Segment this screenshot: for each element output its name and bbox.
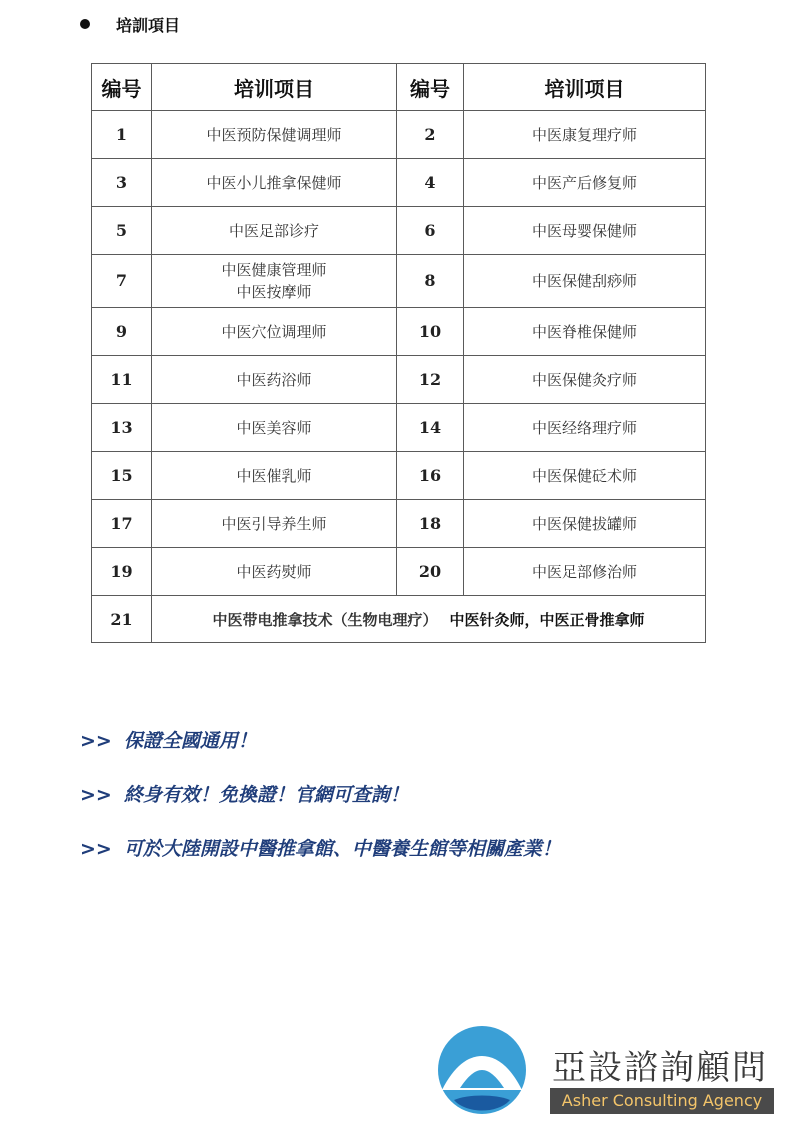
course-name: 中医康复理疗师 [464,111,706,159]
course-name: 中医保健拔罐师 [464,500,706,548]
logo-name-en: Asher Consulting Agency [550,1088,774,1114]
logo-mark-icon [434,1026,530,1122]
course-name: 中医预防保健调理师 [152,111,397,159]
course-name: 中医引导养生师 [152,500,397,548]
row-number: 17 [92,500,152,548]
course-name: 中医催乳师 [152,452,397,500]
table-row [92,500,706,548]
logo-name-cn: 亞設諮詢顧問 [552,1048,768,1088]
company-logo [434,1026,804,1122]
table-row [92,111,706,159]
table-row [92,255,706,308]
course-name: 中医药熨师 [152,548,397,596]
table-row [92,356,706,404]
course-name-line: 中医按摩师 [236,283,312,301]
row-number: 12 [397,356,464,404]
row-number: 5 [92,207,152,255]
section-title: 培訓項目 [116,15,181,35]
course-name [152,596,706,643]
arrow-marker: >> [80,838,112,860]
row-number: 6 [397,207,464,255]
course-name: 中医美容师 [152,404,397,452]
course-name: 中医足部诊疗 [152,207,397,255]
table-row [92,548,706,596]
row-number: 8 [397,255,464,308]
table-row [92,159,706,207]
bullet-icon [80,19,90,29]
course-name: 中医穴位调理师 [152,308,397,356]
section-heading [80,12,180,36]
row-number: 16 [397,452,464,500]
header-number: 编号 [397,64,464,111]
table-row [92,596,706,643]
benefit-note [80,835,561,863]
course-name: 中医足部修治师 [464,548,706,596]
course-name: 中医药浴师 [152,356,397,404]
header-course: 培训项目 [152,64,397,111]
row-number: 9 [92,308,152,356]
course-name: 中医保健刮痧师 [464,255,706,308]
benefit-notes [80,727,561,889]
course-name: 中医母婴保健师 [464,207,706,255]
row-number: 21 [92,596,152,643]
table-header-row [92,64,706,111]
course-name: 中医保健砭术师 [464,452,706,500]
row-number: 2 [397,111,464,159]
row-number: 18 [397,500,464,548]
row-number: 11 [92,356,152,404]
header-number: 编号 [92,64,152,111]
course-name: 中医保健灸疗师 [464,356,706,404]
table-row [92,207,706,255]
benefit-note [80,781,561,809]
benefit-note [80,727,561,755]
row-number: 15 [92,452,152,500]
row-number: 4 [397,159,464,207]
row-number: 20 [397,548,464,596]
table-row [92,452,706,500]
table-row [92,404,706,452]
course-name: 中医脊椎保健师 [464,308,706,356]
row-number: 10 [397,308,464,356]
course-name: 中医经络理疗师 [464,404,706,452]
benefit-note-text: 可於大陸開設中醫推拿館、中醫養生館等相關產業！ [123,838,561,860]
course-name [152,255,397,308]
arrow-marker: >> [80,784,112,806]
row-number: 7 [92,255,152,308]
row-number: 1 [92,111,152,159]
benefit-note-text: 終身有效！免換證！官網可查詢！ [123,784,409,806]
row-number: 19 [92,548,152,596]
training-table [91,63,706,643]
course-name-part: 中医带电推拿技术（生物电理疗） [212,610,438,629]
arrow-marker: >> [80,730,112,752]
course-name-line: 中医健康管理师 [221,260,327,279]
row-number: 14 [397,404,464,452]
row-number: 13 [92,404,152,452]
course-name-part: 中医针灸师，中医正骨推拿师 [449,610,645,629]
course-name: 中医产后修复师 [464,159,706,207]
table-row [92,308,706,356]
row-number: 3 [92,159,152,207]
header-course: 培训项目 [464,64,706,111]
benefit-note-text: 保證全國通用！ [123,730,257,752]
course-name: 中医小儿推拿保健师 [152,159,397,207]
